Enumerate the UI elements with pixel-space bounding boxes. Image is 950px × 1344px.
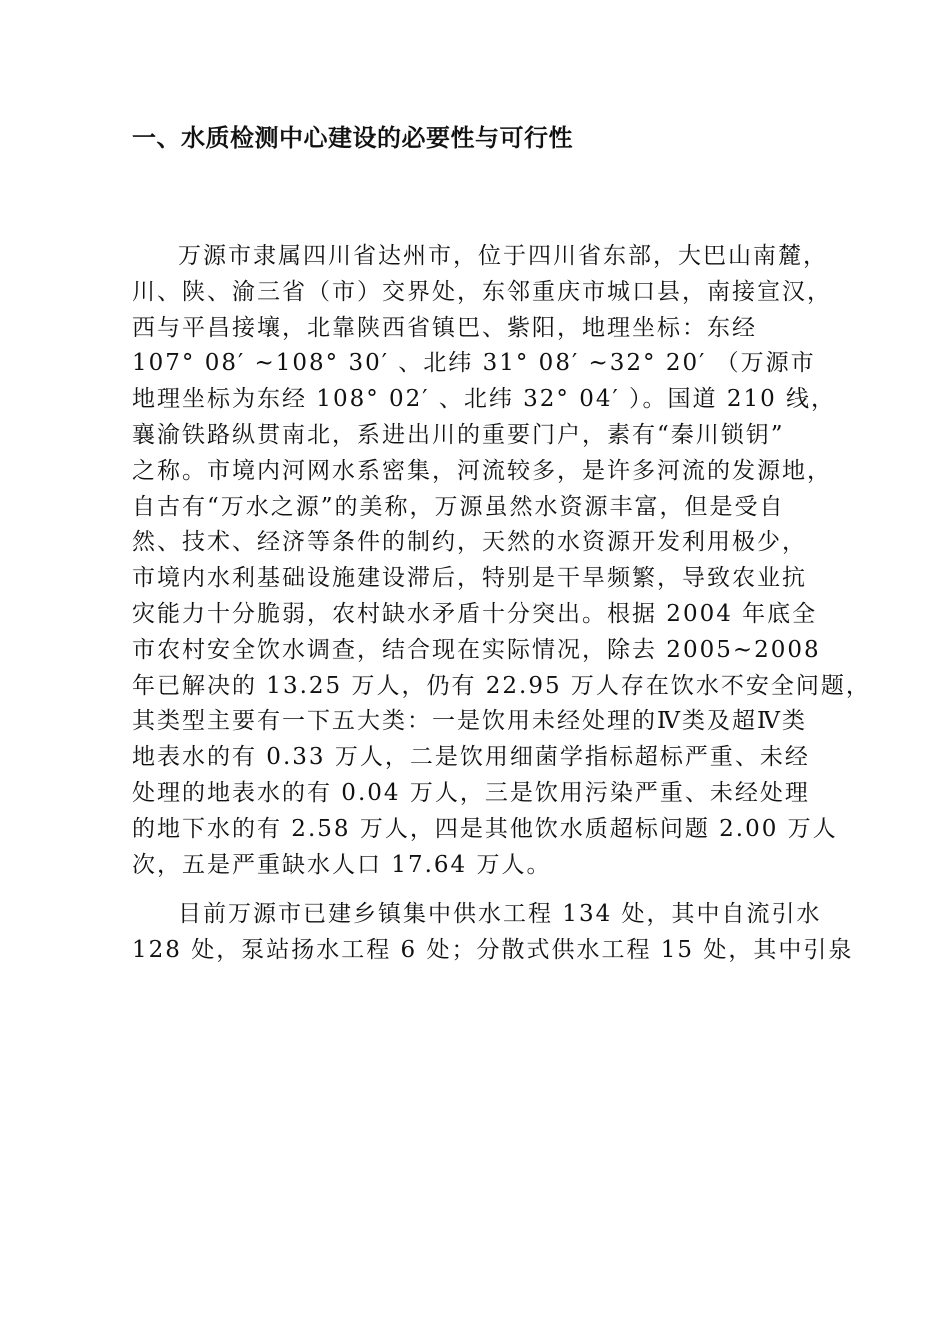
text-line: 然、技术、经济等条件的制约，天然的水资源开发利用极少， [132, 529, 807, 556]
text-line: 市农村安全饮水调查，结合现在实际情况，除去 2005~2008 [132, 636, 821, 663]
text-line: 川、陕、渝三省（市）交界处，东邻重庆市城口县，南接宣汉， [132, 278, 832, 305]
paragraph-2 [132, 897, 854, 969]
text-line: 万源市隶属四川省达州市，位于四川省东部，大巴山南麓， [178, 243, 828, 269]
text-line: 的地下水的有 2.58 万人，四是其他饮水质超标问题 2.00 万人 [132, 815, 838, 842]
text-line: 自古有“万水之源”的美称，万源虽然水资源丰富，但是受自 [132, 493, 785, 520]
paragraph-spacing [132, 883, 832, 897]
text-line: 地表水的有 0.33 万人，二是饮用细菌学指标超标严重、未经 [132, 744, 810, 771]
document-body [132, 239, 871, 969]
text-line: 128 处，泵站扬水工程 6 处；分散式供水工程 15 处，其中引泉 [132, 937, 854, 964]
text-line: 襄渝铁路纵贯南北，系进出川的重要门户，素有“秦川锁钥” [132, 421, 785, 448]
text-line: 西与平昌接壤，北靠陕西省镇巴、紫阳，地理坐标：东经 [132, 314, 757, 341]
text-line: 107° 08′ ~108° 30′ 、北纬 31° 08′ ~32° 20′ （万源市 [132, 350, 816, 377]
text-line: 之称。市境内河网水系密集，河流较多，是许多河流的发源地， [132, 457, 832, 484]
paragraph-1 [132, 239, 871, 883]
text-line: 处理的地表水的有 0.04 万人，三是饮用污染严重、未经处理 [132, 779, 810, 806]
text-line: 年已解决的 13.25 万人，仍有 22.95 万人存在饮水不安全问题， [132, 672, 871, 699]
text-line: 地理坐标为东经 108° 02′ 、北纬 32° 04′ ）。国道 210 线， [132, 386, 837, 413]
text-line: 灾能力十分脆弱，农村缺水矛盾十分突出。根据 2004 年底全 [132, 600, 818, 627]
text-line: 目前万源市已建乡镇集中供水工程 134 处，其中自流引水 [178, 901, 822, 928]
text-line: 市境内水利基础设施建设滞后，特别是干旱频繁，导致农业抗 [132, 565, 807, 592]
text-line: 次，五是严重缺水人口 17.64 万人。 [132, 851, 552, 878]
section-heading: 一、水质检测中心建设的必要性与可行性 [132, 124, 573, 152]
text-line: 其类型主要有一下五大类：一是饮用未经处理的Ⅳ类及超Ⅳ类 [132, 708, 807, 735]
